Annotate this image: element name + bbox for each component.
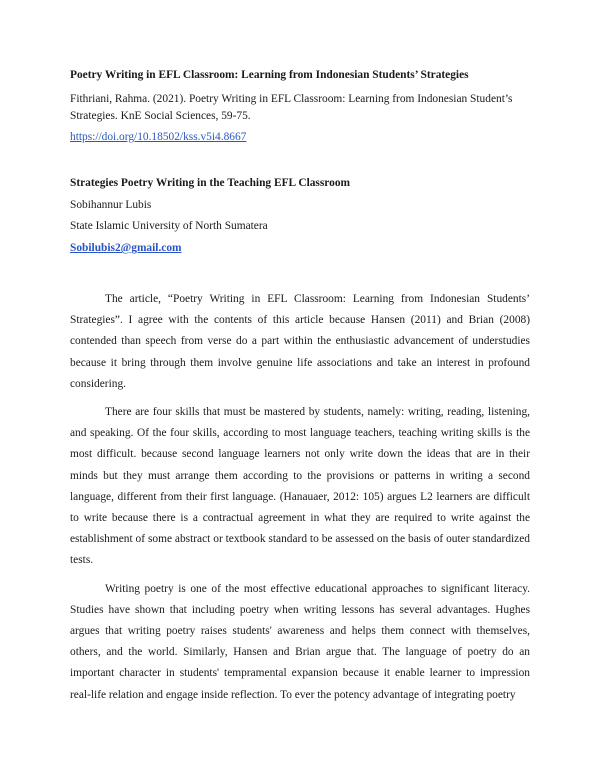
doi-link[interactable]: https://doi.org/10.18502/kss.v5i4.8667 <box>70 131 247 143</box>
body-paragraph-3: Writing poetry is one of the most effective educational approaches to significant literacy. Studies have shown that including poetry when writing lessons has several advantages. Hughes argues that writing poetry raises students' awareness and helps them connect with themselves, others, and the world. Similarly, Hansen and Brian argue that. The language of poetry do an important character in students' tempramental expansion because it enable learner to impression real-life relation and engage inside reflection. To ever the potency advantage of integrating poetry <box>70 582 530 701</box>
author-name: Sobihannur Lubis <box>70 199 152 211</box>
author-email-link[interactable]: Sobilubis2@gmail.com <box>70 242 182 254</box>
citation-line-2: Strategies. KnE Social Sciences, 59-75. <box>70 110 251 122</box>
article-body <box>70 289 530 706</box>
author-affiliation: State Islamic University of North Sumatera <box>70 220 268 232</box>
citation-line-1: Fithriani, Rahma. (2021). Poetry Writing in EFL Classroom: Learning from Indonesian Student’s <box>70 93 513 105</box>
body-paragraph-2: There are four skills that must be mastered by students, namely: writing, reading, listening, and speaking. Of the four skills, according to most language teachers, teaching writing skills is the most difficult. because second language learners not only write down the ideas that are in their minds but they must arrange them according to the provisions or patterns in writing a second language, different from their first language. (Hanauaer, 2012: 105) argues L2 learners are difficult to write because there is a contractual agreement in what they are required to write against the establishment of some abstract or textbook standard to be assessed on the basis of outer standardized tests. <box>70 406 530 567</box>
reference-title: Poetry Writing in EFL Classroom: Learning from Indonesian Students’ Strategies <box>70 69 469 81</box>
review-title: Strategies Poetry Writing in the Teaching EFL Classroom <box>70 177 351 189</box>
body-paragraph-1: The article, “Poetry Writing in EFL Classroom: Learning from Indonesian Students’ Strategies”. I agree with the contents of this article because Hansen (2011) and Brian (2008) contended than speech from verse do a part within the enthusiastic advancement of understudies because it bring through them involve genuine life associations and take an interest in profound considering. <box>70 293 530 390</box>
